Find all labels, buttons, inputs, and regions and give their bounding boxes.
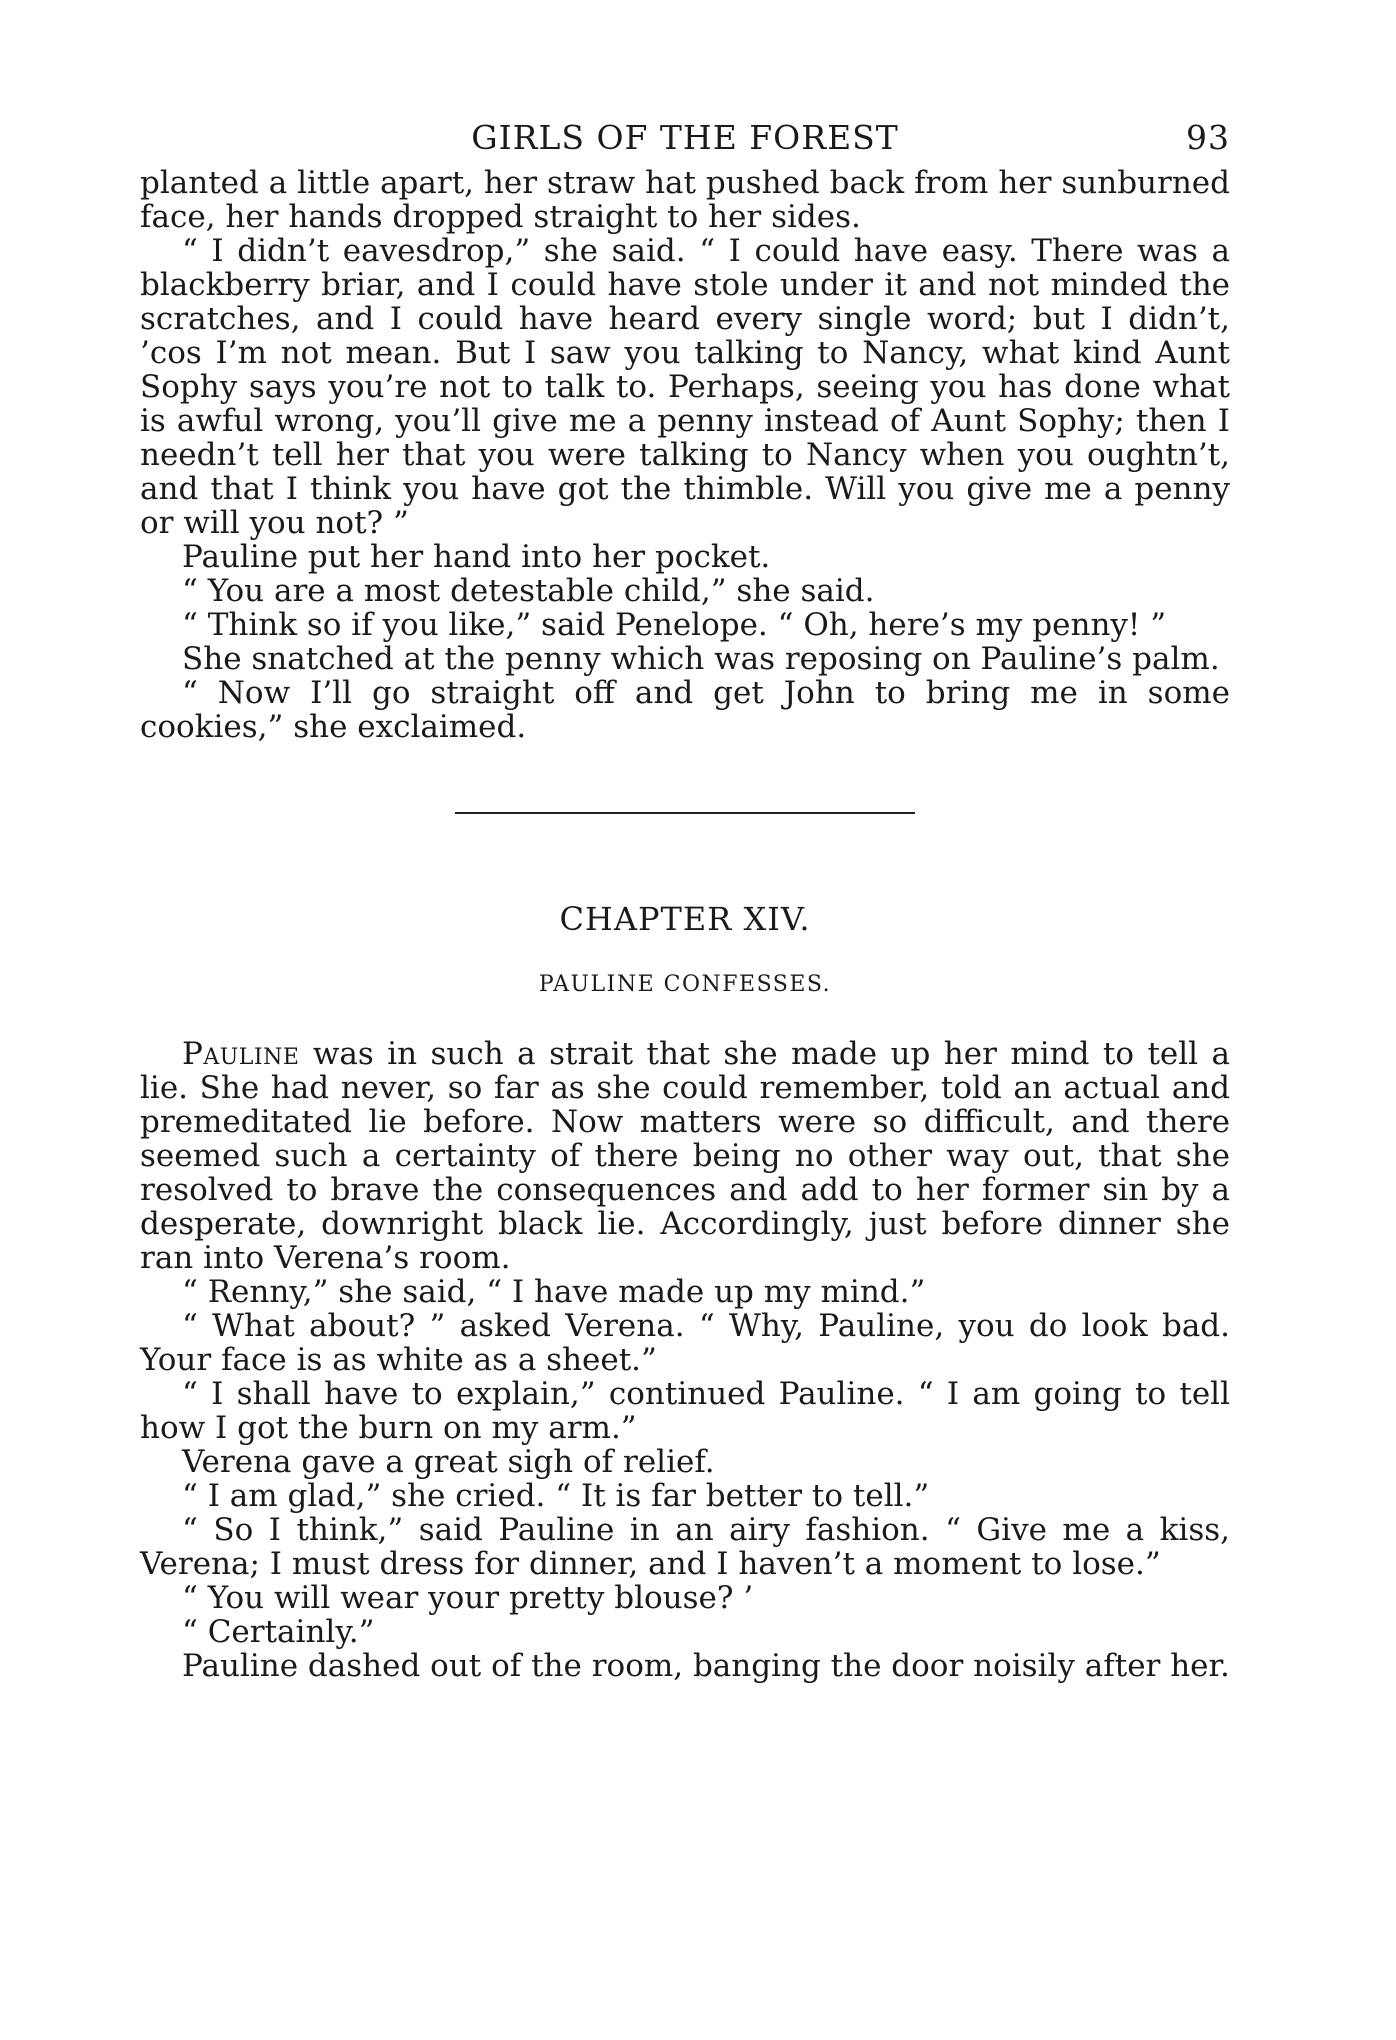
running-head <box>140 118 1230 166</box>
paragraph: “ Now I’ll go straight off and get John to bring me in some cookies,” she exclaimed. <box>140 675 1230 745</box>
paragraph: “ Renny,” she said, “ I have made up my mind.” <box>182 1274 926 1310</box>
running-head-title: GIRLS OF THE FOREST <box>471 118 899 157</box>
chapter-text-block <box>140 1037 1230 1683</box>
paragraph: “ Certainly.” <box>182 1614 375 1650</box>
chapter-first-word: Pauline <box>182 1036 300 1072</box>
paragraph: Pauline dashed out of the room, banging the door noisily after her. <box>182 1648 1230 1684</box>
paragraph: “ You are a most detestable child,” she said. <box>182 573 875 609</box>
paragraph: “ I shall have to explain,” continued Pauline. “ I am going to tell how I got the burn on my arm.” <box>140 1376 1230 1446</box>
paragraph: Pauline put her hand into her pocket. <box>182 539 771 575</box>
section-divider-rule <box>455 812 915 814</box>
page-number: 93 <box>1186 118 1230 157</box>
paragraph: Verena gave a great sigh of relief. <box>182 1444 715 1480</box>
paragraph: “ I didn’t eavesdrop,” she said. “ I could have easy. There was a blackberry briar, and I could have stole under it and not minded the scratches, and I could have heard every single word; but I didn’t, ’cos I’m not mean. But I saw you talking to Nancy, what kind Aunt Sophy says you’re not to talk to. Perhaps, seeing you has done what is awful wrong, you’ll give me a penny instead of Aunt Sophy; then I needn’t tell her that you were talking to Nancy when you oughtn’t, and that I think you have got the thimble. Will you give me a penny or will you not? ” <box>140 233 1230 541</box>
chapter-first-paragraph <box>140 1037 1230 1275</box>
paragraph: “ So I think,” said Pauline in an airy fashion. “ Give me a kiss, Verena; I must dress for dinner, and I haven’t a moment to lose.” <box>140 1512 1230 1582</box>
paragraph: She snatched at the penny which was reposing on Pauline’s palm. <box>182 641 1220 677</box>
paragraph-continued: planted a little apart, her straw hat pushed back from her sunburned face, her hands dropped straight to her sides. <box>140 165 1230 235</box>
paragraph: “ Think so if you like,” said Penelope. “ Oh, here’s my penny! ” <box>182 607 1167 643</box>
paragraph: “ What about? ” asked Verena. “ Why, Pauline, you do look bad. Your face is as white as a sheet.” <box>140 1308 1230 1378</box>
paragraph: “ You will wear your pretty blouse? ’ <box>182 1580 754 1616</box>
chapter-first-paragraph-text: was in such a strait that she made up her mind to tell a lie. She had never, so far as she could remember, told an actual and premeditated lie before. Now matters were so difficult, and there seemed such a certainty of there being no other way out, that she resolved to brave the consequences and add to her former sin by a desperate, downright black lie. Accordingly, just before dinner she ran into Verena’s room. <box>140 1036 1230 1276</box>
chapter-heading: CHAPTER XIV. <box>559 900 811 938</box>
book-page <box>140 118 1230 1683</box>
opening-text-block <box>140 166 1230 744</box>
chapter-subtitle: PAULINE CONFESSES. <box>538 972 832 997</box>
paragraph: “ I am glad,” she cried. “ It is far better to tell.” <box>182 1478 930 1514</box>
